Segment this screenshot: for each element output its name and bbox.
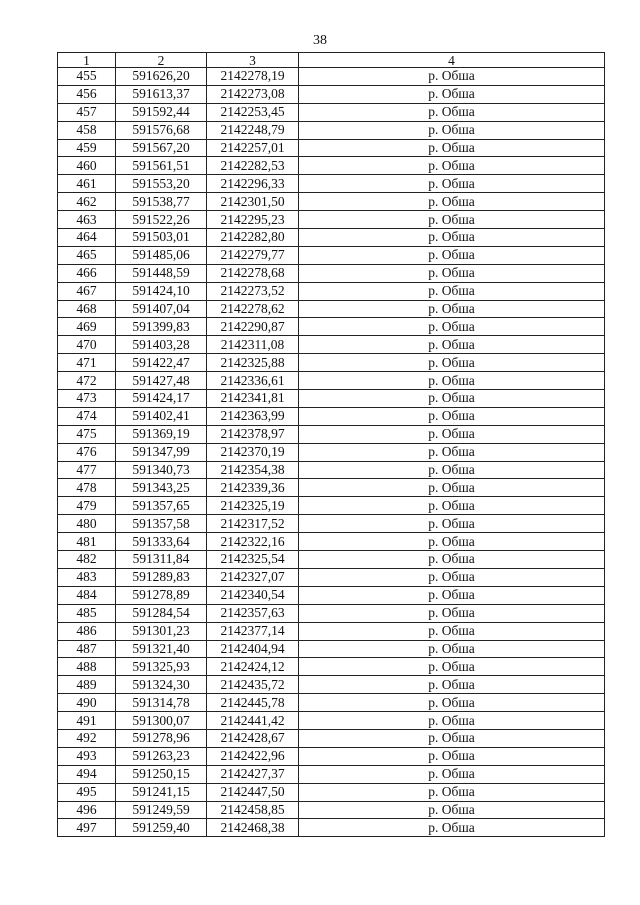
cell-point-number: 482 <box>58 551 116 569</box>
cell-description: р. Обша <box>299 676 605 694</box>
cell-y-coordinate: 2142422,96 <box>207 747 299 765</box>
cell-y-coordinate: 2142278,19 <box>207 68 299 86</box>
cell-x-coordinate: 591259,40 <box>116 819 207 837</box>
cell-x-coordinate: 591522,26 <box>116 211 207 229</box>
cell-description: р. Обша <box>299 586 605 604</box>
cell-point-number: 496 <box>58 801 116 819</box>
table-row <box>58 68 605 86</box>
cell-point-number: 479 <box>58 497 116 515</box>
cell-description: р. Обша <box>299 497 605 515</box>
cell-x-coordinate: 591567,20 <box>116 139 207 157</box>
table-row <box>58 658 605 676</box>
table-row <box>58 604 605 622</box>
cell-y-coordinate: 2142253,45 <box>207 103 299 121</box>
cell-x-coordinate: 591340,73 <box>116 461 207 479</box>
table-row <box>58 390 605 408</box>
cell-point-number: 490 <box>58 694 116 712</box>
cell-y-coordinate: 2142377,14 <box>207 622 299 640</box>
table-row <box>58 819 605 837</box>
cell-point-number: 491 <box>58 712 116 730</box>
table-row <box>58 479 605 497</box>
cell-x-coordinate: 591485,06 <box>116 246 207 264</box>
cell-description: р. Обша <box>299 640 605 658</box>
table-row <box>58 622 605 640</box>
column-header-number: 1 <box>58 53 116 68</box>
cell-x-coordinate: 591278,89 <box>116 586 207 604</box>
cell-point-number: 492 <box>58 729 116 747</box>
table-row <box>58 193 605 211</box>
cell-point-number: 488 <box>58 658 116 676</box>
table-row <box>58 425 605 443</box>
cell-y-coordinate: 2142311,08 <box>207 336 299 354</box>
cell-x-coordinate: 591347,99 <box>116 443 207 461</box>
cell-point-number: 497 <box>58 819 116 837</box>
cell-y-coordinate: 2142445,78 <box>207 694 299 712</box>
cell-point-number: 487 <box>58 640 116 658</box>
column-header-x: 2 <box>116 53 207 68</box>
cell-point-number: 457 <box>58 103 116 121</box>
cell-y-coordinate: 2142468,38 <box>207 819 299 837</box>
cell-x-coordinate: 591301,23 <box>116 622 207 640</box>
table-row <box>58 354 605 372</box>
cell-point-number: 483 <box>58 568 116 586</box>
cell-x-coordinate: 591424,17 <box>116 390 207 408</box>
cell-y-coordinate: 2142273,52 <box>207 282 299 300</box>
cell-point-number: 485 <box>58 604 116 622</box>
cell-x-coordinate: 591592,44 <box>116 103 207 121</box>
cell-description: р. Обша <box>299 747 605 765</box>
cell-x-coordinate: 591278,96 <box>116 729 207 747</box>
table-row <box>58 461 605 479</box>
cell-point-number: 458 <box>58 121 116 139</box>
cell-description: р. Обша <box>299 103 605 121</box>
cell-point-number: 475 <box>58 425 116 443</box>
cell-description: р. Обша <box>299 318 605 336</box>
cell-point-number: 462 <box>58 193 116 211</box>
table-row <box>58 157 605 175</box>
cell-point-number: 463 <box>58 211 116 229</box>
table-row <box>58 336 605 354</box>
table-row <box>58 300 605 318</box>
cell-point-number: 494 <box>58 765 116 783</box>
cell-description: р. Обша <box>299 193 605 211</box>
cell-y-coordinate: 2142340,54 <box>207 586 299 604</box>
cell-description: р. Обша <box>299 658 605 676</box>
cell-point-number: 469 <box>58 318 116 336</box>
cell-x-coordinate: 591284,54 <box>116 604 207 622</box>
cell-description: р. Обша <box>299 479 605 497</box>
table-row <box>58 407 605 425</box>
cell-description: р. Обша <box>299 729 605 747</box>
cell-description: р. Обша <box>299 461 605 479</box>
cell-description: р. Обша <box>299 354 605 372</box>
cell-y-coordinate: 2142278,62 <box>207 300 299 318</box>
cell-x-coordinate: 591626,20 <box>116 68 207 86</box>
cell-point-number: 468 <box>58 300 116 318</box>
cell-y-coordinate: 2142339,36 <box>207 479 299 497</box>
cell-y-coordinate: 2142363,99 <box>207 407 299 425</box>
cell-description: р. Обша <box>299 819 605 837</box>
cell-y-coordinate: 2142325,54 <box>207 551 299 569</box>
cell-description: р. Обша <box>299 443 605 461</box>
cell-point-number: 480 <box>58 515 116 533</box>
column-header-description: 4 <box>299 53 605 68</box>
cell-y-coordinate: 2142325,19 <box>207 497 299 515</box>
cell-description: р. Обша <box>299 157 605 175</box>
cell-y-coordinate: 2142458,85 <box>207 801 299 819</box>
cell-description: р. Обша <box>299 568 605 586</box>
cell-description: р. Обша <box>299 533 605 551</box>
cell-y-coordinate: 2142404,94 <box>207 640 299 658</box>
cell-description: р. Обша <box>299 407 605 425</box>
cell-description: р. Обша <box>299 372 605 390</box>
table-row <box>58 747 605 765</box>
cell-y-coordinate: 2142301,50 <box>207 193 299 211</box>
cell-point-number: 470 <box>58 336 116 354</box>
table-row <box>58 211 605 229</box>
cell-y-coordinate: 2142341,81 <box>207 390 299 408</box>
table-row <box>58 229 605 247</box>
table-row <box>58 318 605 336</box>
cell-point-number: 489 <box>58 676 116 694</box>
cell-description: р. Обша <box>299 121 605 139</box>
cell-x-coordinate: 591357,58 <box>116 515 207 533</box>
cell-point-number: 467 <box>58 282 116 300</box>
table-row <box>58 443 605 461</box>
cell-y-coordinate: 2142428,67 <box>207 729 299 747</box>
cell-point-number: 461 <box>58 175 116 193</box>
table-row <box>58 586 605 604</box>
cell-description: р. Обша <box>299 139 605 157</box>
table-row <box>58 765 605 783</box>
table-row <box>58 676 605 694</box>
cell-description: р. Обша <box>299 175 605 193</box>
cell-y-coordinate: 2142290,87 <box>207 318 299 336</box>
cell-x-coordinate: 591321,40 <box>116 640 207 658</box>
cell-y-coordinate: 2142282,80 <box>207 229 299 247</box>
cell-point-number: 471 <box>58 354 116 372</box>
cell-point-number: 472 <box>58 372 116 390</box>
cell-point-number: 465 <box>58 246 116 264</box>
cell-description: р. Обша <box>299 425 605 443</box>
cell-description: р. Обша <box>299 551 605 569</box>
cell-description: р. Обша <box>299 264 605 282</box>
cell-description: р. Обша <box>299 604 605 622</box>
cell-y-coordinate: 2142257,01 <box>207 139 299 157</box>
cell-x-coordinate: 591263,23 <box>116 747 207 765</box>
cell-x-coordinate: 591333,64 <box>116 533 207 551</box>
cell-y-coordinate: 2142370,19 <box>207 443 299 461</box>
column-header-y: 3 <box>207 53 299 68</box>
cell-y-coordinate: 2142354,38 <box>207 461 299 479</box>
cell-x-coordinate: 591289,83 <box>116 568 207 586</box>
cell-point-number: 484 <box>58 586 116 604</box>
table-row <box>58 497 605 515</box>
table-body <box>58 68 605 837</box>
table-header-row <box>58 53 605 68</box>
cell-point-number: 486 <box>58 622 116 640</box>
cell-x-coordinate: 591613,37 <box>116 85 207 103</box>
cell-y-coordinate: 2142327,07 <box>207 568 299 586</box>
cell-x-coordinate: 591422,47 <box>116 354 207 372</box>
cell-description: р. Обша <box>299 765 605 783</box>
cell-point-number: 473 <box>58 390 116 408</box>
table-row <box>58 103 605 121</box>
table-row <box>58 551 605 569</box>
table-row <box>58 801 605 819</box>
table-row <box>58 729 605 747</box>
table-row <box>58 568 605 586</box>
cell-y-coordinate: 2142378,97 <box>207 425 299 443</box>
cell-point-number: 481 <box>58 533 116 551</box>
table-row <box>58 372 605 390</box>
cell-point-number: 460 <box>58 157 116 175</box>
cell-x-coordinate: 591403,28 <box>116 336 207 354</box>
cell-y-coordinate: 2142273,08 <box>207 85 299 103</box>
cell-description: р. Обша <box>299 211 605 229</box>
cell-description: р. Обша <box>299 85 605 103</box>
cell-description: р. Обша <box>299 783 605 801</box>
table-row <box>58 783 605 801</box>
table-row <box>58 264 605 282</box>
table-row <box>58 282 605 300</box>
cell-x-coordinate: 591325,93 <box>116 658 207 676</box>
cell-point-number: 495 <box>58 783 116 801</box>
table-row <box>58 640 605 658</box>
cell-y-coordinate: 2142447,50 <box>207 783 299 801</box>
cell-point-number: 459 <box>58 139 116 157</box>
cell-y-coordinate: 2142325,88 <box>207 354 299 372</box>
cell-point-number: 466 <box>58 264 116 282</box>
cell-y-coordinate: 2142317,52 <box>207 515 299 533</box>
cell-y-coordinate: 2142336,61 <box>207 372 299 390</box>
cell-y-coordinate: 2142435,72 <box>207 676 299 694</box>
cell-y-coordinate: 2142282,53 <box>207 157 299 175</box>
cell-x-coordinate: 591249,59 <box>116 801 207 819</box>
cell-x-coordinate: 591402,41 <box>116 407 207 425</box>
cell-x-coordinate: 591300,07 <box>116 712 207 730</box>
table-row <box>58 712 605 730</box>
cell-x-coordinate: 591553,20 <box>116 175 207 193</box>
cell-y-coordinate: 2142357,63 <box>207 604 299 622</box>
cell-x-coordinate: 591250,15 <box>116 765 207 783</box>
cell-description: р. Обша <box>299 712 605 730</box>
cell-x-coordinate: 591424,10 <box>116 282 207 300</box>
cell-x-coordinate: 591561,51 <box>116 157 207 175</box>
cell-y-coordinate: 2142441,42 <box>207 712 299 730</box>
cell-y-coordinate: 2142424,12 <box>207 658 299 676</box>
cell-y-coordinate: 2142296,33 <box>207 175 299 193</box>
table-row <box>58 85 605 103</box>
table-row <box>58 139 605 157</box>
cell-x-coordinate: 591538,77 <box>116 193 207 211</box>
cell-x-coordinate: 591357,65 <box>116 497 207 515</box>
cell-description: р. Обша <box>299 622 605 640</box>
table-row <box>58 175 605 193</box>
cell-description: р. Обша <box>299 515 605 533</box>
cell-point-number: 464 <box>58 229 116 247</box>
cell-x-coordinate: 591399,83 <box>116 318 207 336</box>
cell-x-coordinate: 591343,25 <box>116 479 207 497</box>
cell-y-coordinate: 2142278,68 <box>207 264 299 282</box>
table-row <box>58 515 605 533</box>
cell-x-coordinate: 591324,30 <box>116 676 207 694</box>
cell-x-coordinate: 591241,15 <box>116 783 207 801</box>
cell-point-number: 474 <box>58 407 116 425</box>
cell-x-coordinate: 591427,48 <box>116 372 207 390</box>
cell-y-coordinate: 2142322,16 <box>207 533 299 551</box>
cell-description: р. Обша <box>299 68 605 86</box>
cell-x-coordinate: 591576,68 <box>116 121 207 139</box>
page-number: 38 <box>313 33 327 48</box>
cell-y-coordinate: 2142279,77 <box>207 246 299 264</box>
cell-y-coordinate: 2142295,23 <box>207 211 299 229</box>
cell-description: р. Обша <box>299 694 605 712</box>
cell-point-number: 456 <box>58 85 116 103</box>
cell-x-coordinate: 591503,01 <box>116 229 207 247</box>
cell-description: р. Обша <box>299 801 605 819</box>
cell-y-coordinate: 2142248,79 <box>207 121 299 139</box>
cell-x-coordinate: 591448,59 <box>116 264 207 282</box>
cell-description: р. Обша <box>299 300 605 318</box>
cell-description: р. Обша <box>299 246 605 264</box>
cell-point-number: 493 <box>58 747 116 765</box>
table-row <box>58 121 605 139</box>
cell-x-coordinate: 591314,78 <box>116 694 207 712</box>
cell-x-coordinate: 591311,84 <box>116 551 207 569</box>
cell-x-coordinate: 591369,19 <box>116 425 207 443</box>
table-row <box>58 246 605 264</box>
cell-point-number: 476 <box>58 443 116 461</box>
table-row <box>58 533 605 551</box>
cell-description: р. Обша <box>299 336 605 354</box>
cell-y-coordinate: 2142427,37 <box>207 765 299 783</box>
cell-x-coordinate: 591407,04 <box>116 300 207 318</box>
table-row <box>58 694 605 712</box>
coordinates-table <box>57 52 605 837</box>
cell-point-number: 478 <box>58 479 116 497</box>
cell-description: р. Обша <box>299 390 605 408</box>
cell-description: р. Обша <box>299 229 605 247</box>
cell-description: р. Обша <box>299 282 605 300</box>
cell-point-number: 455 <box>58 68 116 86</box>
cell-point-number: 477 <box>58 461 116 479</box>
